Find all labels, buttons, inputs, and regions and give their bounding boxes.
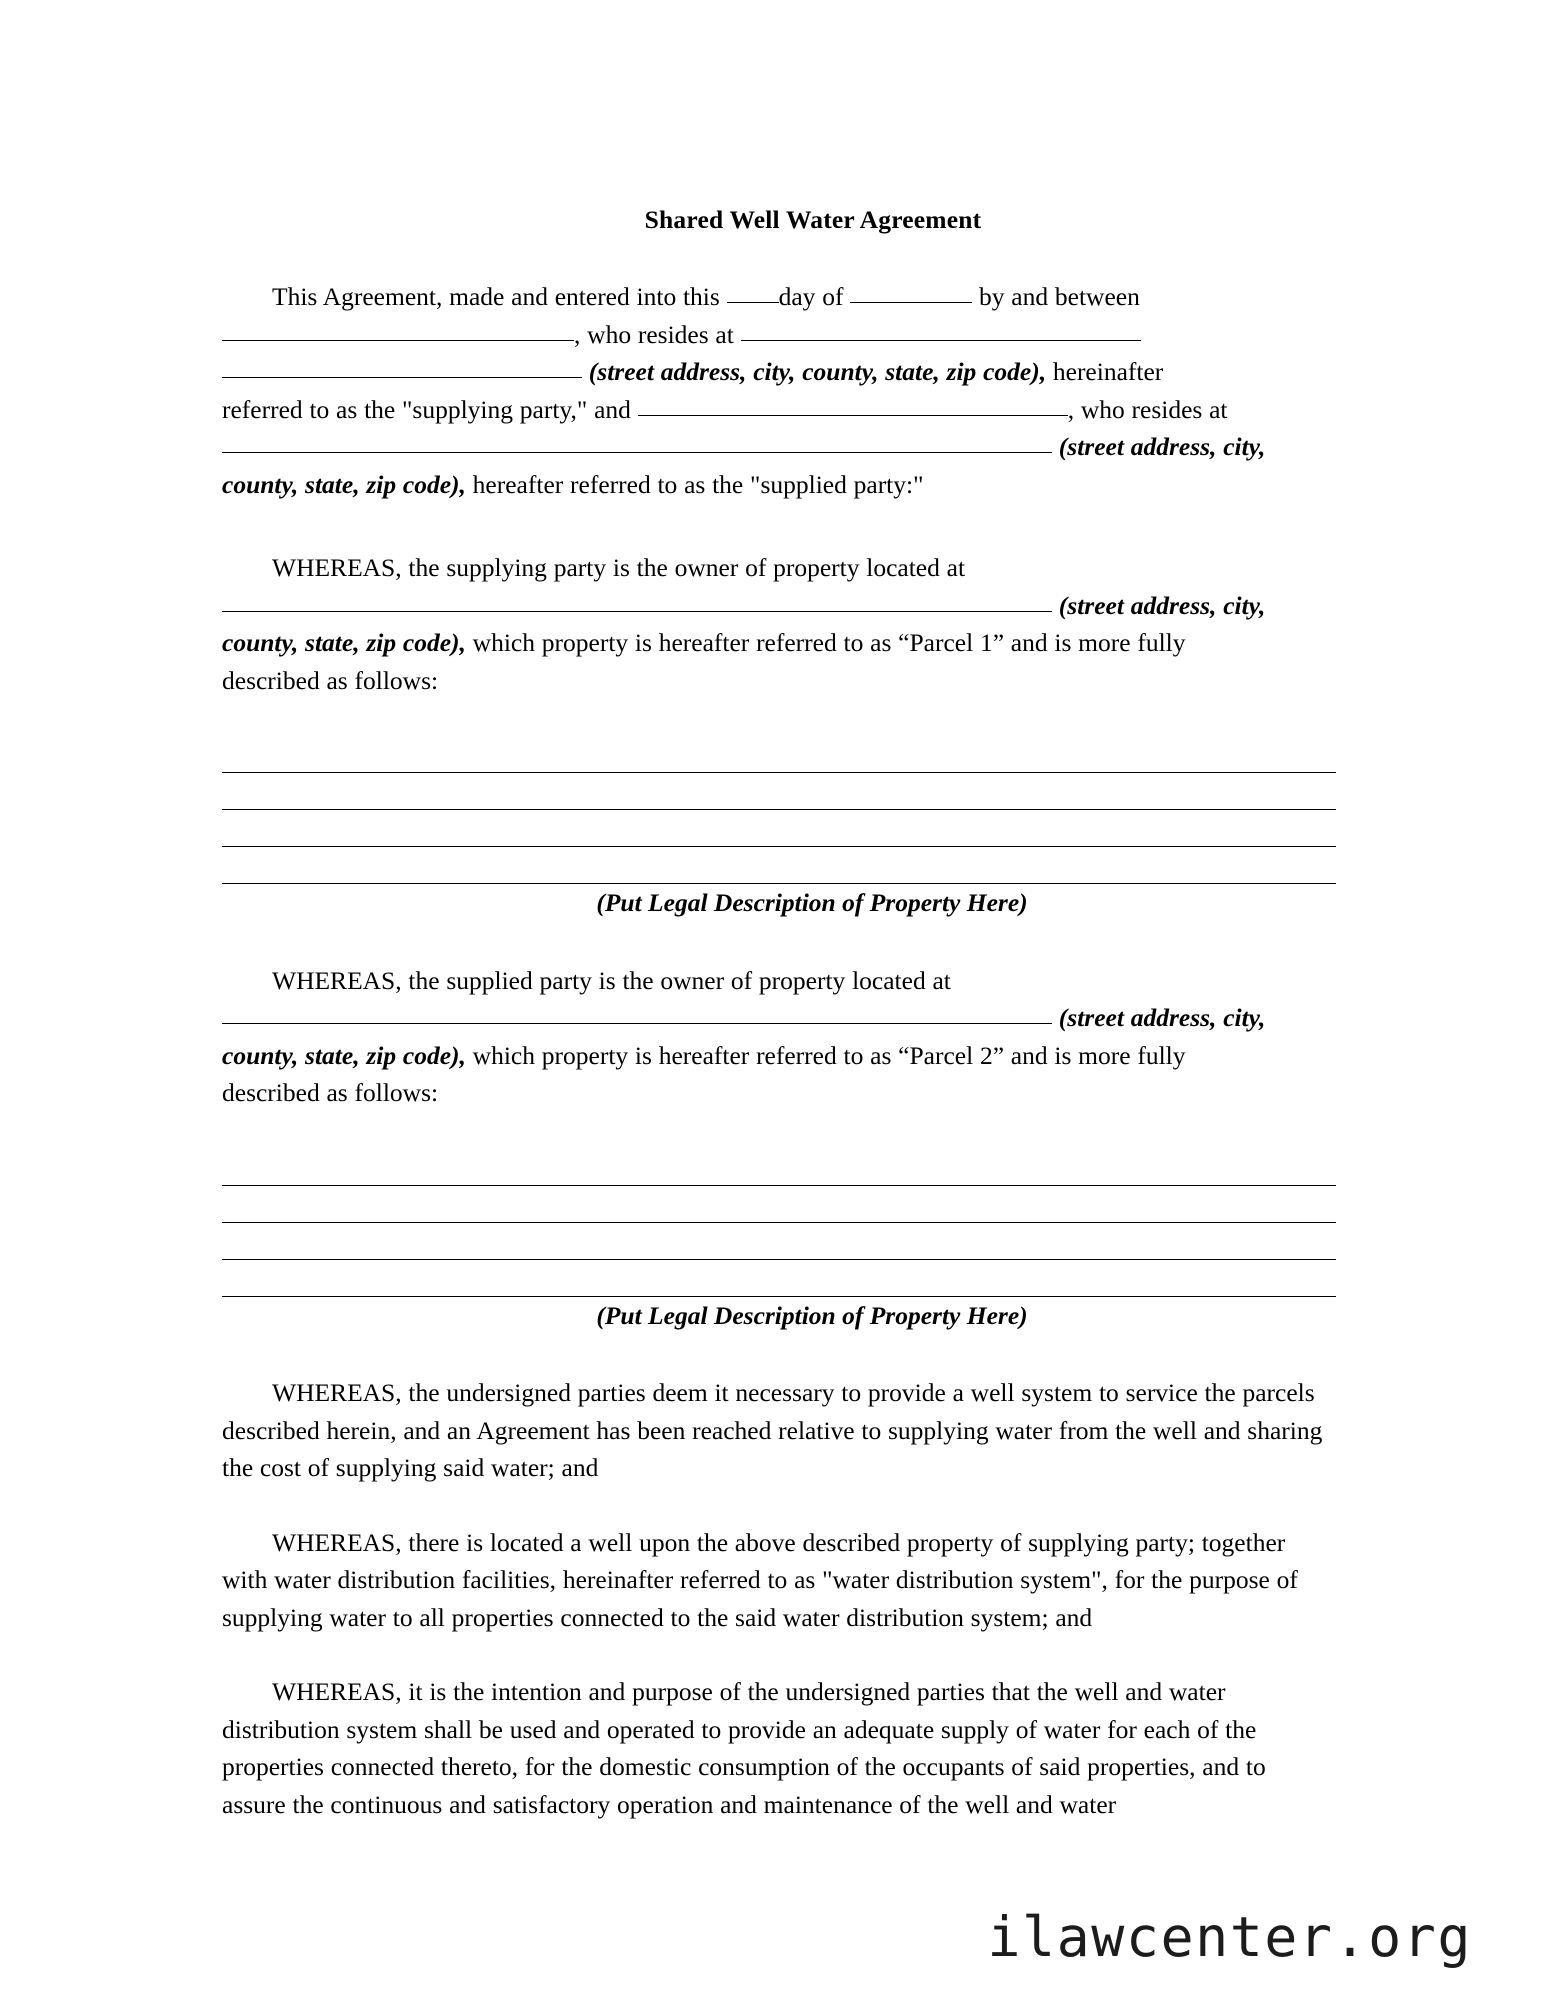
spacer — [222, 1112, 1336, 1149]
parcel1-legal-description-caption: (Put Legal Description of Property Here) — [596, 888, 1028, 917]
parcel2-rest: which property is hereafter referred to as “Parcel 2” and is more fully — [472, 1040, 1186, 1070]
intro-paragraph — [222, 278, 1336, 503]
page-title: Shared Well Water Agreement — [644, 205, 982, 234]
intro-line2-a: , who resides at — [574, 319, 734, 349]
intro-line5-italic: (street address, city, — [1058, 432, 1266, 461]
intro-line4-b: , who resides at — [1067, 394, 1228, 424]
write-in-line[interactable] — [222, 1149, 1336, 1186]
intro-line1-a: This Agreement, made and entered into this — [272, 282, 720, 311]
write-in-line[interactable] — [222, 847, 1336, 884]
day-blank[interactable] — [727, 280, 779, 303]
intro-line1-b: day of — [778, 282, 844, 311]
recital-text: WHEREAS, there is located a well upon the above described property of supplying party; together with water distribution facilities, hereinafter referred to as "water distribution system", for the purpose of supplying water to all properties connected to the said water distribution system; and — [222, 1527, 1298, 1632]
supplying-party-address-blank-1[interactable] — [741, 318, 1141, 341]
parcel1-paragraph — [222, 549, 1336, 699]
parcel2-italic-2: county, state, zip code), — [222, 1040, 466, 1070]
parcel2-legal-description-lines[interactable] — [222, 1149, 1336, 1297]
recital-well-system — [222, 1374, 1336, 1487]
spacer — [222, 1487, 1336, 1524]
recital-water-distribution-system — [222, 1524, 1336, 1637]
supplying-party-address-blank-2[interactable] — [222, 355, 582, 378]
parcel1-rest: which property is hereafter referred to as “Parcel 1” and is more fully — [472, 628, 1186, 657]
parcel2-tail: described as follows: — [222, 1078, 439, 1107]
spacer — [222, 922, 1336, 962]
parcel2-paragraph — [222, 962, 1336, 1112]
supplying-party-name-blank[interactable] — [222, 318, 574, 341]
intro-line3-b: hereinafter — [1052, 357, 1164, 386]
write-in-line[interactable] — [222, 736, 1336, 773]
intro-line1-c: by and between — [979, 282, 1140, 311]
supplied-party-address-blank[interactable] — [222, 430, 1052, 453]
supplied-party-name-blank[interactable] — [638, 393, 1068, 416]
parcel1-tail: described as follows: — [222, 665, 439, 695]
parcel2-italic-1: (street address, city, — [1058, 1003, 1266, 1032]
write-in-line[interactable] — [222, 773, 1336, 810]
spacer — [222, 699, 1336, 736]
recital-text: WHEREAS, it is the intention and purpose of the undersigned parties that the well and water distribution system shall be used and operated to provide an adequate supply of water for each of the properties connected thereto, for the domestic consumption of the occupants of said properties, and to assure the continuous and satisfactory operation and maintenance of the well and water — [222, 1677, 1266, 1819]
write-in-line[interactable] — [222, 810, 1336, 847]
write-in-line[interactable] — [222, 1223, 1336, 1260]
spacer — [222, 1636, 1336, 1673]
parcel2-legal-description-caption: (Put Legal Description of Property Here) — [596, 1300, 1028, 1330]
parcel1-legal-description-lines[interactable] — [222, 736, 1336, 884]
recital-intention-and-purpose — [222, 1673, 1336, 1823]
parcel1-lead: WHEREAS, the supplying party is the owner of property located at — [272, 553, 966, 582]
document-body — [222, 205, 1336, 1823]
intro-line6-italic: county, state, zip code), — [222, 469, 466, 499]
intro-line3-italic: (street address, city, county, state, zip code), — [588, 357, 1047, 386]
parcel2-address-blank[interactable] — [222, 1001, 1052, 1024]
spacer — [222, 1334, 1336, 1374]
intro-line6-b: hereafter referred to as the "supplied party:" — [472, 469, 924, 499]
recital-text: WHEREAS, the undersigned parties deem it necessary to provide a well system to service the parcels described herein, and an Agreement has been reached relative to supplying water from the well and sharing the cost of supplying said water; and — [222, 1378, 1323, 1482]
site-watermark: ilawcenter.org — [987, 1905, 1472, 1969]
spacer — [222, 503, 1336, 549]
write-in-line[interactable] — [222, 1260, 1336, 1297]
parcel1-address-blank[interactable] — [222, 589, 1052, 612]
intro-line4-a: referred to as the "supplying party," and — [222, 394, 631, 424]
write-in-line[interactable] — [222, 1186, 1336, 1223]
parcel1-italic-2: county, state, zip code), — [222, 628, 466, 657]
month-blank[interactable] — [850, 280, 972, 303]
parcel2-lead: WHEREAS, the supplied party is the owner of property located at — [272, 965, 951, 995]
parcel1-italic-1: (street address, city, — [1058, 590, 1266, 620]
